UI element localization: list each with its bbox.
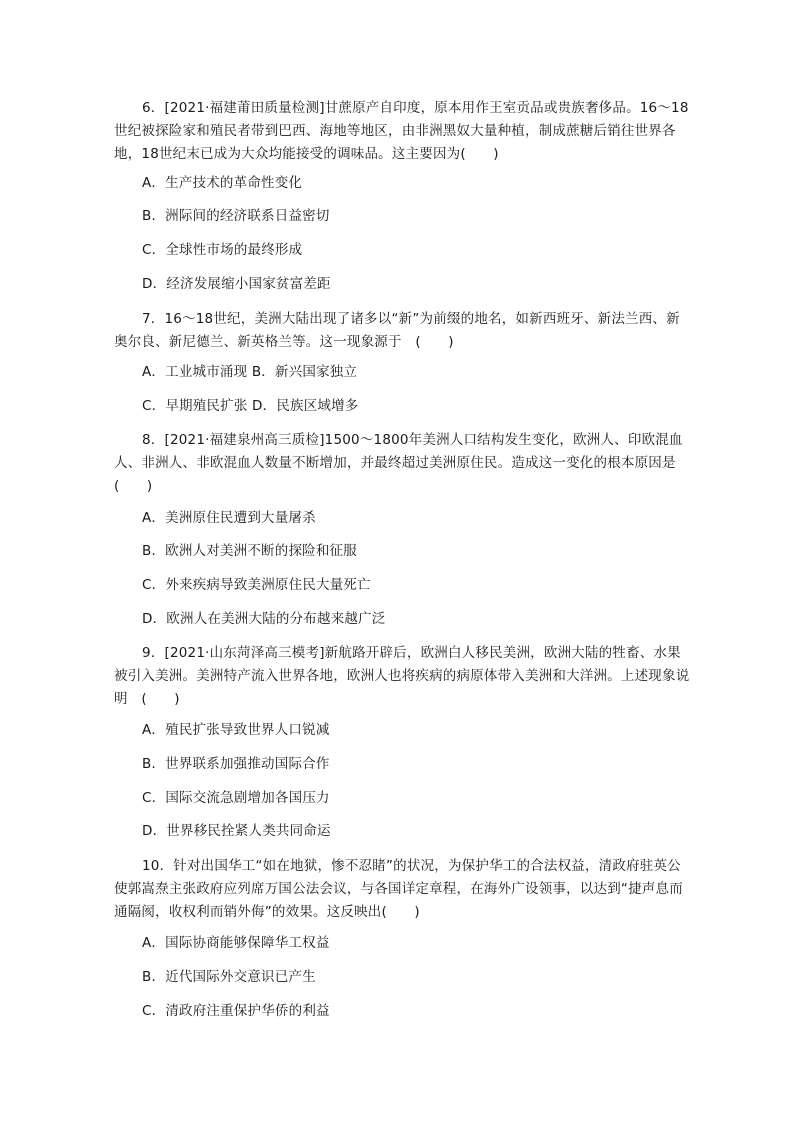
question-9-option-c: C．国际交流急剧增加各国压力 bbox=[142, 790, 330, 806]
question-6-option-c: C．全球性市场的最终形成 bbox=[142, 242, 303, 258]
question-8-option-a: A．美洲原住民遭到大量屠杀 bbox=[142, 510, 316, 526]
question-9-option-d: D．世界移民拴紧人类共同命运 bbox=[142, 823, 331, 839]
question-8-option-c: C．外来疾病导致美洲原住民大量死亡 bbox=[142, 577, 371, 593]
question-8-stem: 8．[2021·福建泉州高三质检]1500～1800年美洲人口结构发生变化，欧洲人、印欧混血人、非洲人、非欧混血人数量不断增加，并最终超过美洲原住民。造成这一变化的根本原因是 ( ) bbox=[114, 432, 690, 494]
question-6-option-d: D．经济发展缩小国家贫富差距 bbox=[142, 276, 331, 292]
question-6-stem: 6．[2021·福建莆田质量检测]甘蔗原产自印度，原本用作王室贡品或贵族奢侈品。16～18世纪被探险家和殖民者带到巴西、海地等地区，由非洲黑奴大量种植，制成蔗糖后销往世界各地，18世纪末已成为大众均能接受的调味品。这主要因为( ) bbox=[114, 100, 689, 162]
question-10-option-b: B．近代国际外交意识已产生 bbox=[142, 969, 316, 985]
question-9-option-a: A．殖民扩张导致世界人口锐减 bbox=[142, 722, 330, 738]
question-7-stem: 7．16～18世纪，美洲大陆出现了诸多以“新”为前缀的地名，如新西班牙、新法兰西、新奥尔良、新尼德兰、新英格兰等。这一现象源于 ( ) bbox=[114, 311, 680, 350]
question-9-stem: 9．[2021·山东菏泽高三模考]新航路开辟后，欧洲白人移民美洲，欧洲大陆的牲畜、水果被引入美洲。美洲特产流入世界各地，欧洲人也将疾病的病原体带入美洲和大洋洲。上述现象说明 ( ) bbox=[114, 645, 690, 707]
question-7-option-ab: A．工业城市涌现 B．新兴国家独立 bbox=[142, 364, 358, 380]
question-8-option-b: B．欧洲人对美洲不断的探险和征服 bbox=[142, 543, 357, 559]
question-10-option-a: A．国际协商能够保障华工权益 bbox=[142, 935, 330, 951]
question-6-option-a: A．生产技术的革命性变化 bbox=[142, 175, 303, 191]
question-8-option-d: D．欧洲人在美洲大陆的分布越来越广泛 bbox=[142, 611, 386, 627]
question-7-option-cd: C．早期殖民扩张 D．民族区域增多 bbox=[142, 398, 359, 414]
question-10-stem: 10．针对出国华工“如在地狱，惨不忍睹”的状况，为保护华工的合法权益，清政府驻英公使郭嵩焘主张政府应列席万国公法会议，与各国详定章程，在海外广设领事，以达到“捷声息而通隔阂，收权利而销外侮”的效果。这反映出( ) bbox=[114, 858, 683, 920]
question-6-option-b: B．洲际间的经济联系日益密切 bbox=[142, 208, 330, 224]
question-9-option-b: B．世界联系加强推动国际合作 bbox=[142, 756, 330, 772]
question-10-option-c: C．清政府注重保护华侨的利益 bbox=[142, 1003, 330, 1019]
